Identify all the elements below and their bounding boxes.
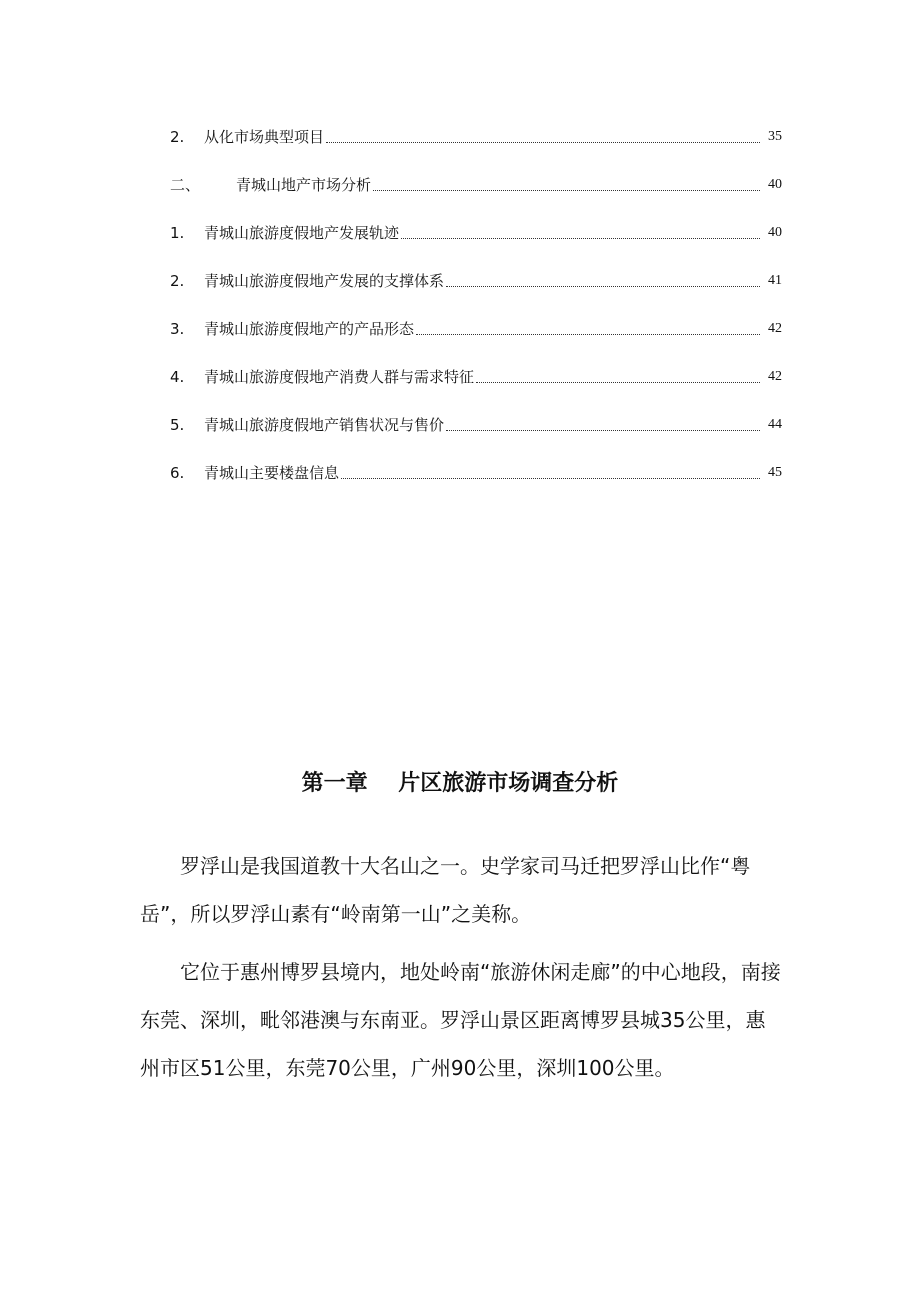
toc-entry-title: 青城山旅游度假地产发展轨迹 <box>204 224 400 242</box>
toc-entry[interactable] <box>170 124 782 172</box>
toc-entry-title: 青城山旅游度假地产销售状况与售价 <box>204 416 445 434</box>
toc-leader-dots <box>341 460 760 479</box>
toc-entry-page: 35 <box>768 129 782 144</box>
toc-entry[interactable] <box>170 220 782 268</box>
toc-entry-title: 青城山旅游度假地产消费人群与需求特征 <box>204 368 475 386</box>
toc-entry[interactable] <box>170 364 782 412</box>
toc-entry[interactable] <box>170 268 782 316</box>
toc-entry-number: 3. <box>170 320 185 338</box>
toc-entry-page: 42 <box>768 321 782 336</box>
toc-entry-title: 青城山旅游度假地产的产品形态 <box>204 320 415 338</box>
toc-entry-title: 青城山主要楼盘信息 <box>204 464 340 482</box>
table-of-contents <box>170 124 782 508</box>
toc-entry-title: 从化市场典型项目 <box>204 128 325 146</box>
toc-leader-dots <box>416 316 760 335</box>
toc-entry-page: 44 <box>768 417 782 432</box>
chapter-heading: 第一章 片区旅游市场调查分析 <box>301 771 619 796</box>
toc-leader-dots <box>446 268 760 287</box>
toc-entry-number: 6. <box>170 464 185 482</box>
toc-leader-dots <box>446 412 760 431</box>
body-paragraph: 罗浮山是我国道教十大名山之一。史学家司马迁把罗浮山比作“粤岳”，所以罗浮山素有“岭南第一山”之美称。 <box>140 854 751 926</box>
toc-entry-page: 40 <box>768 177 782 192</box>
toc-leader-dots <box>373 172 760 191</box>
toc-entry-number: 2. <box>170 272 185 290</box>
toc-leader-dots <box>476 364 760 383</box>
toc-entry-number: 4. <box>170 368 185 386</box>
toc-entry-page: 40 <box>768 225 782 240</box>
toc-entry-number: 二、 <box>170 176 201 194</box>
toc-entry-number: 1. <box>170 224 185 242</box>
toc-entry-page: 45 <box>768 465 782 480</box>
toc-entry-title: 青城山旅游度假地产发展的支撑体系 <box>204 272 445 290</box>
toc-entry-number: 5. <box>170 416 185 434</box>
toc-entry[interactable] <box>170 460 782 508</box>
toc-leader-dots <box>326 124 760 143</box>
toc-entry[interactable] <box>170 172 782 220</box>
toc-entry[interactable] <box>170 412 782 460</box>
toc-entry-title: 青城山地产市场分析 <box>236 176 372 194</box>
toc-entry-page: 42 <box>768 369 782 384</box>
toc-entry-page: 41 <box>768 273 782 288</box>
toc-entry[interactable] <box>170 316 782 364</box>
toc-leader-dots <box>401 220 760 239</box>
body-paragraph: 它位于惠州博罗县境内，地处岭南“旅游休闲走廊”的中心地段，南接东莞、深圳，毗邻港澳与东南亚。罗浮山景区距离博罗县城35公里，惠州市区51公里，东莞70公里，广州90公里，深圳100公里。 <box>140 960 781 1080</box>
toc-entry-number: 2. <box>170 128 185 146</box>
